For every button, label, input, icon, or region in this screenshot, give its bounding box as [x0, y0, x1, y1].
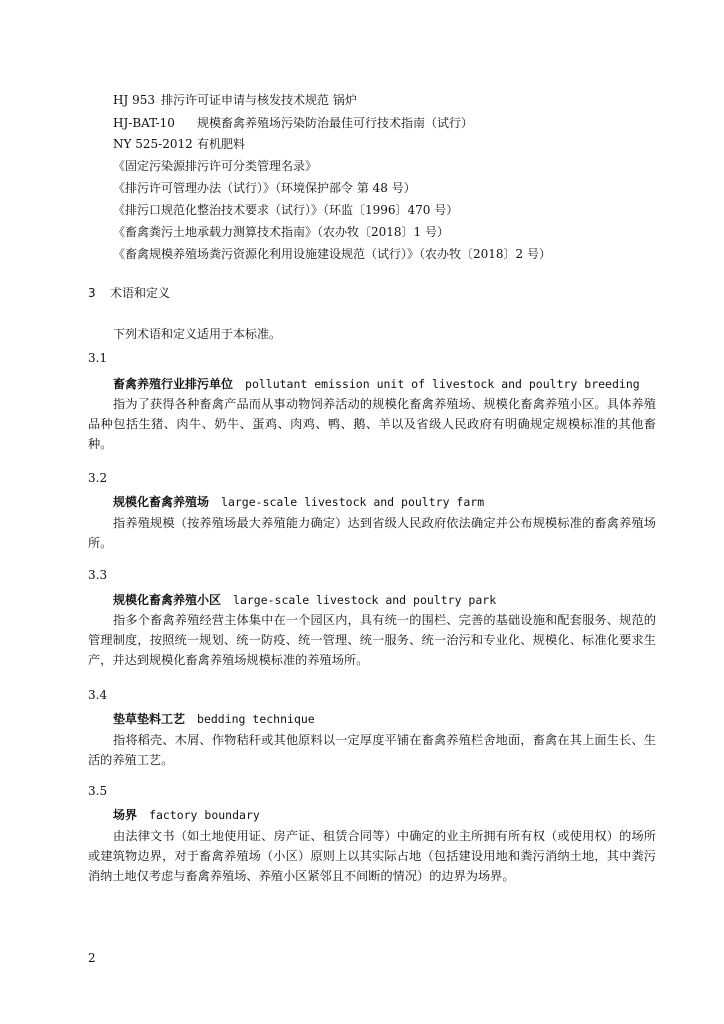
term-zh: 规模化畜禽养殖场 [113, 495, 210, 509]
intro-paragraph: 下列术语和定义适用于本标准。 [113, 327, 282, 341]
term-definition: 指将稻壳、木屑、作物秸秆或其他原料以一定厚度平铺在畜禽养殖栏舍地面，畜禽在其上面生长、生活的养殖工艺。 [88, 733, 656, 767]
reference-item [113, 136, 673, 152]
term-heading [113, 494, 484, 510]
page-number: 2 [88, 951, 96, 965]
term-zh: 畜禽养殖行业排污单位 [113, 377, 234, 391]
term-number: 3.1 [88, 351, 108, 365]
term-en: large-scale livestock and poultry farm [221, 495, 485, 509]
reference-title: 《排污口规范化整治技术要求（试行）》（环监〔1996〕470 号） [113, 203, 459, 217]
term-zh: 垫草垫料工艺 [113, 712, 186, 726]
term-en: bedding technique [197, 712, 315, 726]
reference-item [113, 115, 673, 131]
term-number: 3.4 [88, 688, 108, 702]
section-number: 3 [88, 286, 96, 300]
reference-code: HJ 953 [113, 93, 155, 107]
term-number: 3.3 [88, 568, 108, 582]
reference-item [113, 180, 673, 196]
reference-item [113, 202, 673, 218]
reference-title: 《畜禽粪污土地承载力测算技术指南》（农办牧〔2018〕1 号） [113, 225, 449, 239]
reference-item [113, 224, 673, 240]
term-en: large-scale livestock and poultry park [233, 593, 497, 607]
term-definition: 指多个畜禽养殖经营主体集中在一个园区内，具有统一的围栏、完善的基础设施和配套服务、规范的管理制度，按照统一规划、统一防疫、统一管理、统一服务、统一治污和专业化、规模化、标准化要求生产，并达到规模化畜禽养殖场规模标准的养殖场所。 [88, 613, 656, 667]
reference-code: NY 525-2012 [113, 137, 193, 151]
reference-code: HJ-BAT-10 [113, 116, 175, 130]
term-en: factory boundary [149, 808, 260, 822]
reference-title: 有机肥料 [197, 137, 246, 151]
term-number: 3.5 [88, 784, 108, 798]
reference-title: 排污许可证申请与核发技术规范 锅炉 [161, 93, 357, 107]
term-definition: 指为了获得各种畜禽产品而从事动物饲养活动的规模化畜禽养殖场、规模化畜禽养殖小区。具体养殖品种包括生猪、肉牛、奶牛、蛋鸡、肉鸡、鸭、鹅、羊以及省级人民政府有明确规定规模标准的其他畜种。 [88, 397, 656, 451]
reference-item [113, 246, 673, 262]
reference-title: 《排污许可管理办法（试行）》（环境保护部令 第 48 号） [113, 181, 416, 195]
term-definition: 由法律文书（如土地使用证、房产证、租赁合同等）中确定的业主所拥有所有权（或使用权）的场所或建筑物边界，对于畜禽养殖场（小区）原则上以其实际占地（包括建设用地和粪污消纳土地，其中粪污消纳土地仅考虑与畜禽养殖场、养殖小区紧邻且不间断的情况）的边界为场界。 [88, 829, 656, 883]
reference-title: 规模畜禽养殖场污染防治最佳可行技术指南（试行） [197, 116, 474, 130]
section-heading [88, 285, 170, 301]
reference-title: 《畜禽规模养殖场粪污资源化利用设施建设规范（试行）》（农办牧〔2018〕2 号） [113, 247, 551, 261]
term-zh: 规模化畜禽养殖小区 [113, 593, 222, 607]
term-definition: 指养殖规模（按养殖场最大养殖能力确定）达到省级人民政府依法确定并公布规模标准的畜禽养殖场所。 [88, 516, 656, 550]
term-heading [113, 376, 640, 392]
term-heading [113, 592, 496, 608]
reference-title: 《固定污染源排污许可分类管理名录》 [113, 159, 318, 173]
term-en: pollutant emission unit of livestock and poultry breeding [245, 377, 640, 391]
reference-item [113, 158, 673, 174]
reference-item [113, 92, 673, 108]
term-heading [113, 711, 315, 727]
term-number: 3.2 [88, 471, 108, 485]
term-heading [113, 807, 260, 823]
section-title: 术语和定义 [110, 286, 171, 300]
term-zh: 场界 [113, 808, 138, 822]
